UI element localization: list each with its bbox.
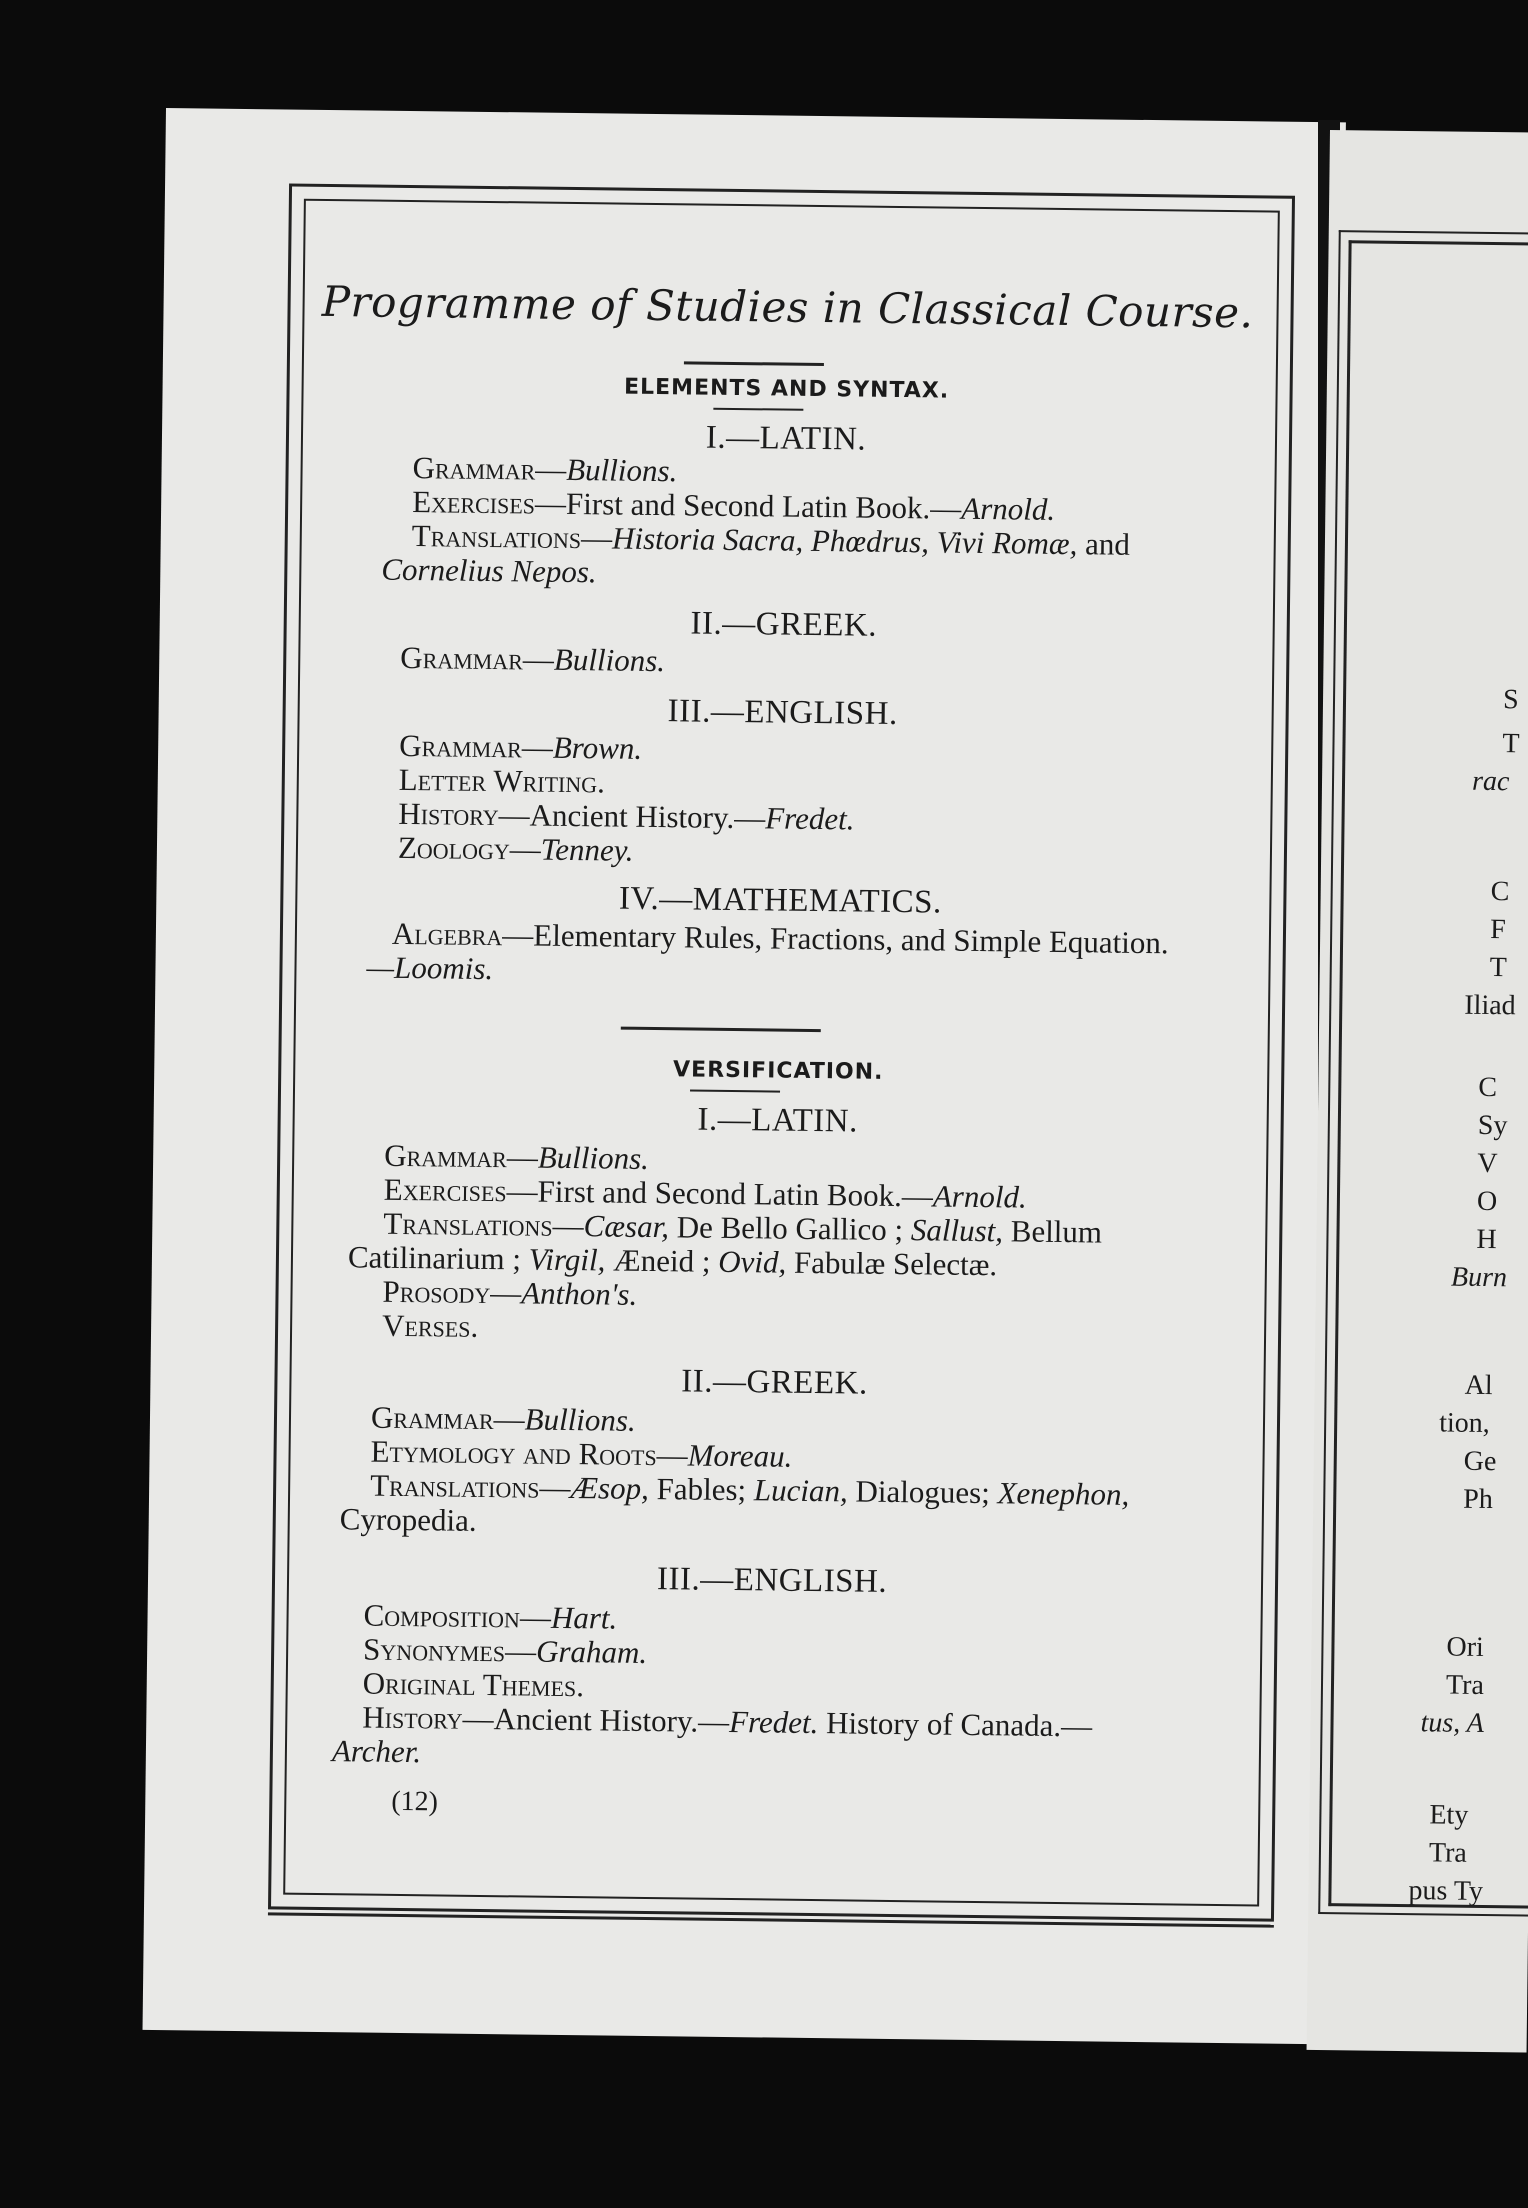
subsection-heading: III.—ENGLISH.: [656, 1561, 888, 1600]
course-line: Prosody—Anthon's.: [382, 1273, 638, 1312]
right-page-border-inner: [1328, 240, 1528, 1909]
course-line: History—Ancient History.—Fredet.: [398, 795, 855, 837]
right-text-fragment: T: [1502, 728, 1520, 760]
page-border: [268, 184, 1295, 1922]
subsection-heading: I.—LATIN.: [697, 1101, 859, 1140]
right-text-fragment: H: [1476, 1223, 1497, 1256]
subsection-heading: III.—ENGLISH.: [667, 693, 898, 732]
right-text-fragment: O: [1476, 1185, 1498, 1218]
section-rule: [690, 1089, 780, 1092]
right-text-fragment: Tra: [1445, 1669, 1485, 1701]
course-line: Grammar—Bullions.: [412, 450, 678, 489]
right-text-fragment: rac: [1471, 765, 1510, 798]
right-text-fragment: F: [1490, 914, 1507, 946]
right-text-fragment: Iliad: [1464, 989, 1516, 1022]
course-line: Grammar—Bullions.: [400, 639, 666, 679]
left-page: [143, 108, 1346, 2044]
right-text-fragment: T: [1489, 952, 1508, 984]
section-rule: [713, 408, 803, 411]
subsection-heading: II.—GREEK.: [681, 1363, 868, 1402]
right-text-fragment: Ph: [1463, 1483, 1494, 1516]
right-text-fragment: Burn: [1450, 1261, 1508, 1294]
course-line: Algebra—Elementary Rules, Fractions, and Simple Equation.: [391, 915, 1169, 961]
course-line: History—Ancient History.—Fredet. History of Canada.—: [362, 1699, 1093, 1744]
course-line: Etymology and Roots—Moreau.: [370, 1433, 793, 1474]
right-text-fragment: Ety: [1429, 1799, 1469, 1831]
course-line: Archer.: [331, 1733, 422, 1770]
right-text-fragment: S: [1502, 684, 1519, 716]
course-line: Cyropedia.: [339, 1501, 477, 1538]
course-line: Grammar—Brown.: [399, 727, 643, 766]
right-text-fragment: tus, A: [1420, 1707, 1485, 1739]
course-line: Translations—Historia Sacra, Phœdrus, Vivi Romæ, and: [411, 518, 1131, 562]
course-line: Cornelius Nepos.: [381, 551, 597, 590]
subsection-heading: IV.—MATHEMATICS.: [618, 880, 942, 921]
right-text-fragment: Sy: [1477, 1109, 1508, 1142]
page-number: (12): [391, 1785, 439, 1818]
section-heading-versification: VERSIFICATION.: [672, 1057, 884, 1085]
course-line: Zoology—Tenney.: [397, 829, 634, 868]
page-content: [285, 187, 1272, 1919]
right-text-fragment: Ori: [1446, 1631, 1484, 1663]
right-text-fragment: Al: [1464, 1369, 1493, 1402]
course-line: Verses.: [381, 1307, 479, 1344]
right-text-fragment: V: [1477, 1147, 1498, 1180]
subsection-heading: I.—LATIN.: [705, 419, 867, 458]
course-line: Synonymes—Graham.: [362, 1631, 648, 1670]
section-heading-elements: ELEMENTS AND SYNTAX.: [623, 374, 950, 404]
course-line: —Loomis.: [366, 949, 494, 987]
page-title: Programme of Studies in Classical Course.: [321, 276, 1254, 338]
course-line: Composition—Hart.: [363, 1597, 618, 1636]
section-divider: [621, 1027, 821, 1032]
right-text-fragment: pus Ty: [1408, 1875, 1484, 1907]
right-text-fragment: Ge: [1463, 1445, 1497, 1478]
course-line: Grammar—Bullions.: [370, 1399, 636, 1438]
course-line: Exercises—First and Second Latin Book.—Arnold.: [411, 484, 1056, 527]
right-text-fragment: tion,: [1439, 1407, 1490, 1440]
right-text-fragment: Tra: [1428, 1837, 1468, 1869]
course-line: Translations—Æsop, Fables; Lucian, Dialogues; Xenephon,: [369, 1467, 1130, 1512]
subsection-heading: II.—GREEK.: [690, 605, 878, 644]
course-line: Catilinarium ; Virgil, Æneid ; Ovid, Fabulæ Selectæ.: [347, 1239, 998, 1283]
title-rule: [684, 361, 824, 366]
course-line: Letter Writing.: [398, 761, 606, 800]
course-line: Translations—Cæsar, De Bello Gallico ; Sallust, Bellum: [383, 1205, 1103, 1250]
course-line: Exercises—First and Second Latin Book.—Arnold.: [383, 1171, 1027, 1215]
right-text-fragment: C: [1478, 1071, 1498, 1104]
right-text-fragment: C: [1490, 876, 1510, 908]
course-line: Original Themes.: [362, 1665, 585, 1704]
course-line: Grammar—Bullions.: [384, 1137, 650, 1176]
right-page: [1307, 130, 1528, 2053]
